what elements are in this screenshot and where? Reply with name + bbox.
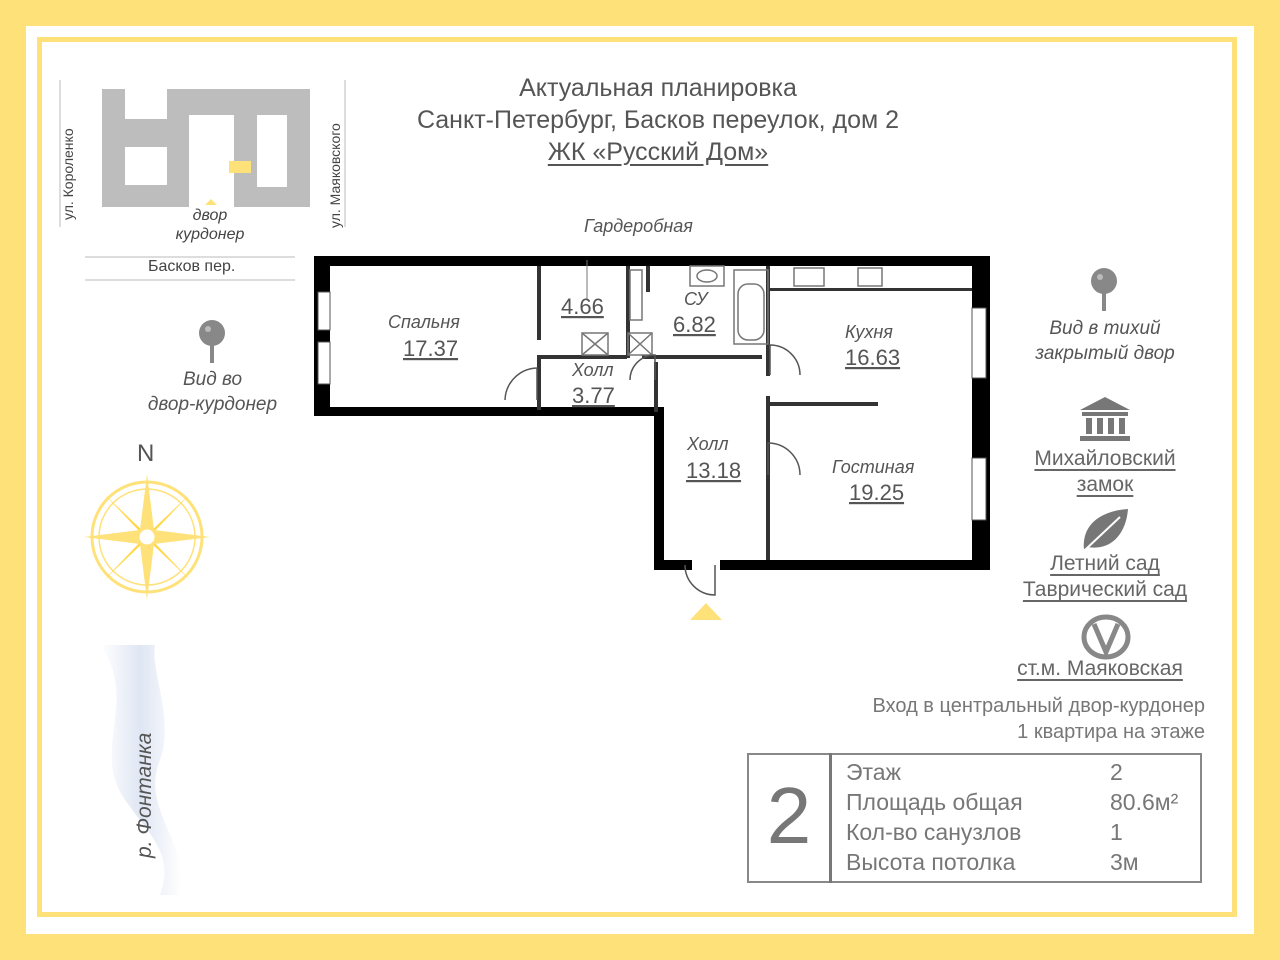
spec-label-area: Площадь общая — [846, 789, 1023, 815]
entry-note-line2: 1 квартира на этаже — [1017, 721, 1205, 743]
entry-note-line1: Вход в центральный двор-курдонер — [872, 695, 1205, 717]
spec-value-floor: 2 — [1110, 759, 1123, 785]
street-left-label: ул. Короленко — [60, 128, 76, 220]
metro-icon — [1080, 614, 1132, 660]
compass-rose-icon — [80, 470, 215, 605]
spec-value-area: 80.6м² — [1110, 789, 1179, 815]
landmark-gardens-link[interactable]: Летний сад Таврический сад — [1022, 552, 1188, 601]
spec-label-bathrooms: Кол-во санузлов — [846, 819, 1022, 845]
street-bottom-label: Басков пер. — [148, 258, 236, 275]
landmark-castle-link[interactable]: Михайловский замок — [1034, 447, 1176, 496]
header-title: Актуальная планировка — [519, 74, 797, 102]
room-name-kitchen: Кухня — [845, 322, 893, 342]
courtyard-label: двор курдонер — [175, 207, 245, 243]
door-swings — [505, 345, 800, 595]
street-right-label: ул. Маяковского — [327, 123, 343, 228]
room-area-bedroom: 17.37 — [403, 336, 459, 361]
entrance-marker-icon — [690, 603, 722, 620]
landmark-metro-link[interactable]: ст.м. Маяковская — [1017, 657, 1183, 680]
spec-label-floor: Этаж — [846, 759, 901, 785]
spec-value-height: 3м — [1110, 849, 1139, 875]
building-shape — [102, 89, 310, 207]
spec-value-bathrooms: 1 — [1110, 819, 1123, 845]
pin-icon-left — [196, 318, 228, 368]
room-area-bathroom: 6.82 — [673, 312, 716, 337]
view-left-note: Вид во двор-курдонер — [147, 369, 278, 415]
room-name-hall-small: Холл — [572, 360, 614, 380]
room-area-living: 19.25 — [849, 480, 905, 505]
view-right-note: Вид в тихий закрытый двор — [1035, 318, 1175, 364]
exterior-walls — [314, 256, 990, 570]
room-name-bedroom: Спальня — [388, 312, 460, 332]
compass-north-label: N — [137, 440, 155, 467]
room-name-bathroom: СУ — [684, 289, 708, 309]
spec-label-height: Высота потолка — [846, 849, 1016, 875]
room-name-hall-main: Холл — [687, 434, 729, 454]
room-area-kitchen: 16.63 — [845, 345, 901, 370]
pin-icon-right — [1088, 266, 1120, 316]
museum-icon — [1078, 395, 1132, 443]
room-area-hall-main: 13.18 — [686, 458, 742, 483]
leaf-icon — [1080, 505, 1132, 553]
room-area-wardrobe: 4.66 — [561, 294, 604, 319]
room-name-wardrobe: Гардеробная — [584, 216, 693, 236]
room-area-hall-small: 3.77 — [572, 383, 615, 408]
header-complex — [308, 138, 1008, 167]
complex-name-link[interactable]: ЖК «Русский Дом» — [547, 138, 769, 166]
specs-floor-number: 2 — [766, 771, 812, 860]
room-name-living: Гостиная — [832, 457, 915, 477]
river-label: р. Фонтанка — [133, 732, 156, 858]
header-address: Санкт-Петербург, Басков переулок, дом 2 — [416, 106, 900, 134]
floor-plan — [300, 200, 1020, 630]
